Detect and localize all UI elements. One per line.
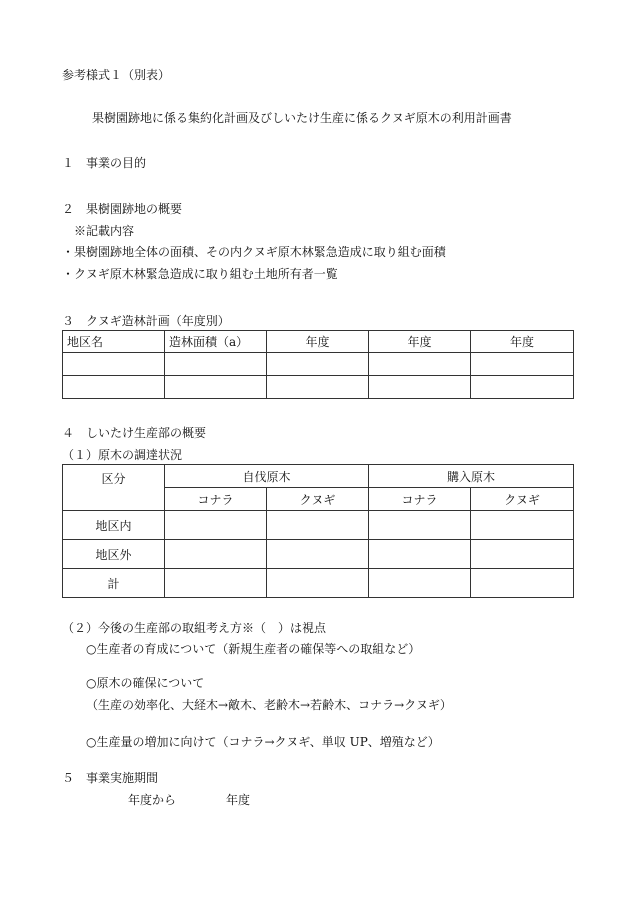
table-cell[interactable] (165, 353, 267, 376)
table-row (63, 540, 574, 569)
period-from-label: 年度から (128, 793, 177, 807)
row-label-cell: 計 (63, 569, 165, 598)
table-cell[interactable] (471, 569, 574, 598)
header-cell: 造林面積（a） (165, 331, 267, 353)
table-cell[interactable] (471, 511, 574, 540)
log-procurement-table (62, 464, 574, 598)
subheader-cell: コナラ (369, 488, 471, 511)
document-title: 果樹園跡地に係る集約化計画及びしいたけ生産に係るクヌギ原木の利用計画書 (92, 111, 512, 125)
table-cell[interactable] (267, 569, 369, 598)
row-label-cell: 地区内 (63, 511, 165, 540)
group-header-cell: 自伐原木 (165, 465, 369, 488)
table-row (63, 511, 574, 540)
table-cell[interactable] (63, 353, 165, 376)
table-cell[interactable] (267, 511, 369, 540)
subheader-cell: クヌギ (471, 488, 574, 511)
table-cell[interactable] (369, 569, 471, 598)
table-cell[interactable] (471, 540, 574, 569)
table-cell[interactable] (471, 353, 574, 376)
header-cell: 年度 (267, 331, 369, 353)
approach-item: （生産の効率化、大経木→敵木、老齢木→若齢木、コナラ→クヌギ） (86, 698, 452, 712)
header-cell: 年度 (471, 331, 574, 353)
afforestation-plan-table (62, 330, 574, 399)
table-cell[interactable] (369, 540, 471, 569)
table-cell[interactable] (63, 376, 165, 399)
subheader-cell: コナラ (165, 488, 267, 511)
table-cell[interactable] (165, 511, 267, 540)
section-2-note: ※記載内容 (74, 224, 135, 238)
subheader-cell: クヌギ (267, 488, 369, 511)
corner-header-cell: 区分 (63, 465, 165, 511)
table-row (63, 353, 574, 376)
table-cell[interactable] (267, 376, 369, 399)
table-cell[interactable] (165, 540, 267, 569)
table-cell[interactable] (369, 376, 471, 399)
approach-item: ○原木の確保について (86, 676, 205, 690)
section-3-heading: ３ クヌギ造林計画（年度別） (62, 314, 230, 328)
table-cell[interactable] (369, 353, 471, 376)
table-header-row (63, 331, 574, 353)
form-label: 参考様式１（別表） (62, 68, 171, 82)
approach-item: ○生産者の育成について（新規生産者の確保等への取組など） (86, 642, 421, 656)
section-2-bullet: ・クヌギ原木林緊急造成に取り組む土地所有者一覧 (62, 267, 338, 281)
section-4-1-heading: （１）原木の調達状況 (62, 448, 183, 462)
table-cell[interactable] (267, 540, 369, 569)
table-cell[interactable] (267, 353, 369, 376)
section-1-heading: １ 事業の目的 (62, 156, 147, 170)
header-cell: 地区名 (63, 331, 165, 353)
section-2-heading: ２ 果樹園跡地の概要 (62, 202, 183, 216)
section-4-heading: ４ しいたけ生産部の概要 (62, 426, 207, 440)
period-to-label: 年度 (226, 793, 251, 807)
table-row (63, 376, 574, 399)
group-header-cell: 購入原木 (369, 465, 574, 488)
section-4-2-heading: （２）今後の生産部の取組考え方※（ ）は視点 (62, 621, 327, 635)
table-row (63, 569, 574, 598)
table-cell[interactable] (471, 376, 574, 399)
row-label-cell: 地区外 (63, 540, 165, 569)
table-cell[interactable] (165, 376, 267, 399)
table-cell[interactable] (165, 569, 267, 598)
section-5-heading: ５ 事業実施期間 (62, 771, 159, 785)
table-header-row (63, 465, 574, 488)
header-cell: 年度 (369, 331, 471, 353)
section-2-bullet: ・果樹園跡地全体の面積、その内クヌギ原木林緊急造成に取り組む面積 (62, 245, 446, 259)
approach-item: ○生産量の増加に向けて（コナラ→クヌギ、単収 UP、増殖など） (86, 735, 440, 749)
table-cell[interactable] (369, 511, 471, 540)
